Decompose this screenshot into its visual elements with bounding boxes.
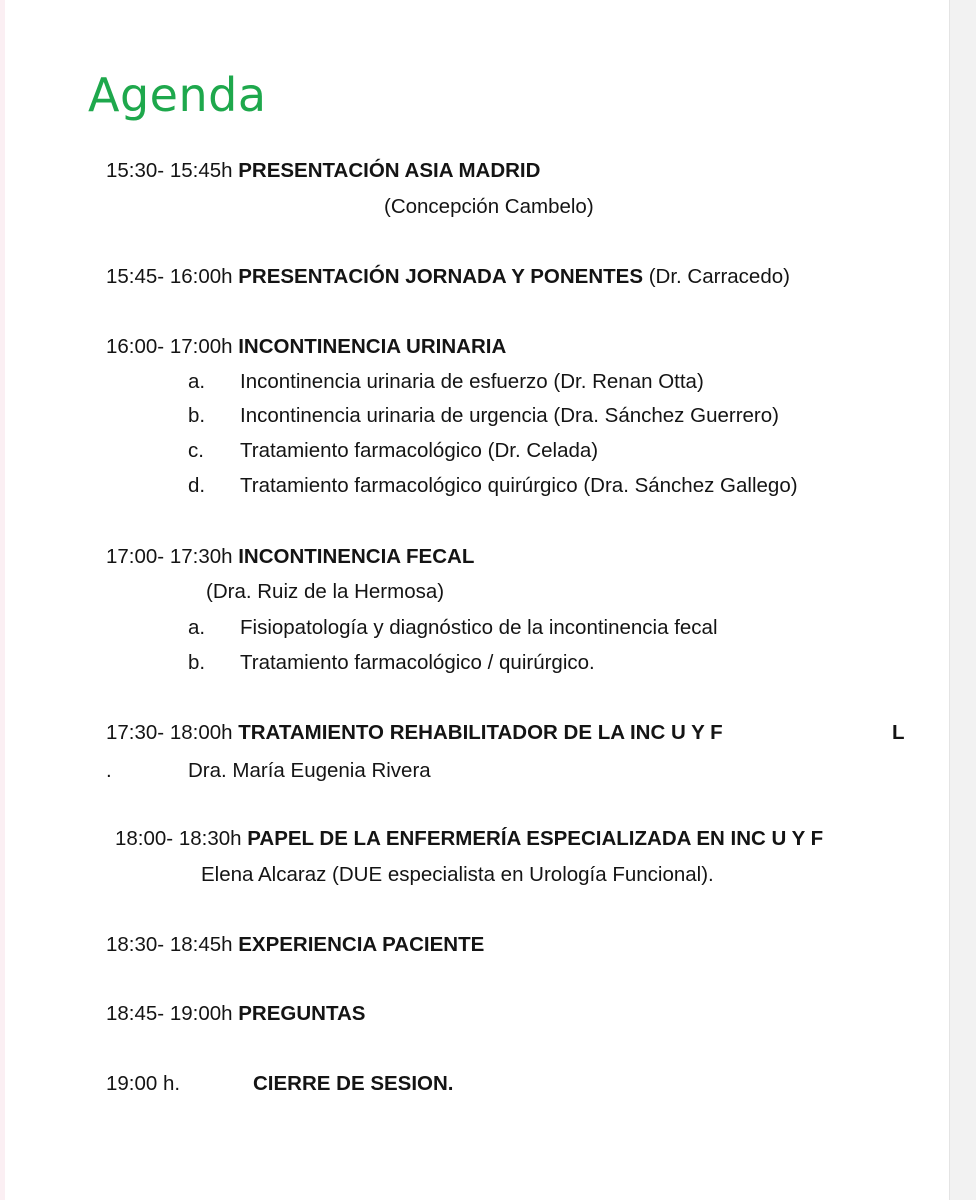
agenda-item-4 — [106, 544, 474, 570]
item-heading: CIERRE DE SESION. — [253, 1072, 454, 1095]
item-time: 18:45- 19:00h — [106, 1002, 233, 1025]
item-heading: PAPEL DE LA ENFERMERÍA ESPECIALIZADA EN INC U Y F — [247, 827, 824, 850]
item-time: 18:30- 18:45h — [106, 933, 233, 956]
agenda-item-8 — [106, 1001, 365, 1027]
agenda-item-7 — [106, 932, 484, 958]
item-time: 18:00- 18:30h — [115, 827, 242, 850]
list-item — [188, 369, 704, 395]
item-heading: TRATAMIENTO REHABILITADOR DE LA INC U Y F — [238, 721, 723, 744]
item-stray-dot: . — [106, 759, 112, 782]
item-speaker: Elena Alcaraz (DUE especialista en Urología Funcional). — [201, 863, 714, 886]
item-heading: INCONTINENCIA URINARIA — [238, 335, 507, 358]
item-time: 16:00- 17:00h — [106, 335, 233, 358]
item-heading: PRESENTACIÓN ASIA MADRID — [238, 159, 541, 182]
item-trailing-letter: L — [892, 721, 905, 744]
item-speaker: (Dr. Carracedo) — [648, 265, 790, 288]
scrollbar-track[interactable] — [949, 0, 976, 1200]
list-item-text: Fisiopatología y diagnóstico de la incontinencia fecal — [240, 616, 718, 639]
item-heading: INCONTINENCIA FECAL — [238, 545, 475, 568]
agenda-item-9 — [106, 1071, 180, 1097]
agenda-item-5 — [106, 720, 723, 746]
list-marker: a. — [188, 370, 206, 393]
item-speaker: (Dra. Ruiz de la Hermosa) — [206, 580, 445, 603]
agenda-item-3 — [106, 334, 506, 360]
list-item-text: Tratamiento farmacológico / quirúrgico. — [240, 651, 595, 674]
list-item-text: Tratamiento farmacológico quirúrgico (Dra. Sánchez Gallego) — [240, 474, 798, 497]
item-time: 19:00 h. — [106, 1072, 181, 1095]
agenda-item-1 — [106, 158, 540, 184]
list-item-text: Tratamiento farmacológico (Dr. Celada) — [240, 439, 599, 462]
list-marker: c. — [188, 439, 204, 462]
list-marker: b. — [188, 651, 206, 674]
item-time: 15:45- 16:00h — [106, 265, 233, 288]
item-time: 15:30- 15:45h — [106, 159, 233, 182]
list-item — [188, 615, 718, 641]
list-item — [188, 403, 779, 429]
list-item — [188, 473, 798, 499]
page-left-edge — [0, 0, 5, 1200]
list-item-text: Incontinencia urinaria de urgencia (Dra. Sánchez Guerrero) — [240, 404, 779, 427]
item-heading: PREGUNTAS — [238, 1002, 366, 1025]
list-item — [188, 650, 595, 676]
page-title: Agenda — [88, 68, 267, 122]
list-item — [188, 438, 598, 464]
item-heading: PRESENTACIÓN JORNADA Y PONENTES — [238, 265, 643, 288]
list-marker: d. — [188, 474, 206, 497]
item-time: 17:00- 17:30h — [106, 545, 233, 568]
item-heading: EXPERIENCIA PACIENTE — [238, 933, 485, 956]
agenda-item-6 — [115, 826, 823, 852]
list-marker: a. — [188, 616, 206, 639]
item-time: 17:30- 18:00h — [106, 721, 233, 744]
item-speaker: (Concepción Cambelo) — [384, 195, 594, 218]
item-speaker: Dra. María Eugenia Rivera — [188, 759, 431, 782]
list-marker: b. — [188, 404, 206, 427]
agenda-item-2 — [106, 264, 790, 290]
list-item-text: Incontinencia urinaria de esfuerzo (Dr. Renan Otta) — [240, 370, 704, 393]
